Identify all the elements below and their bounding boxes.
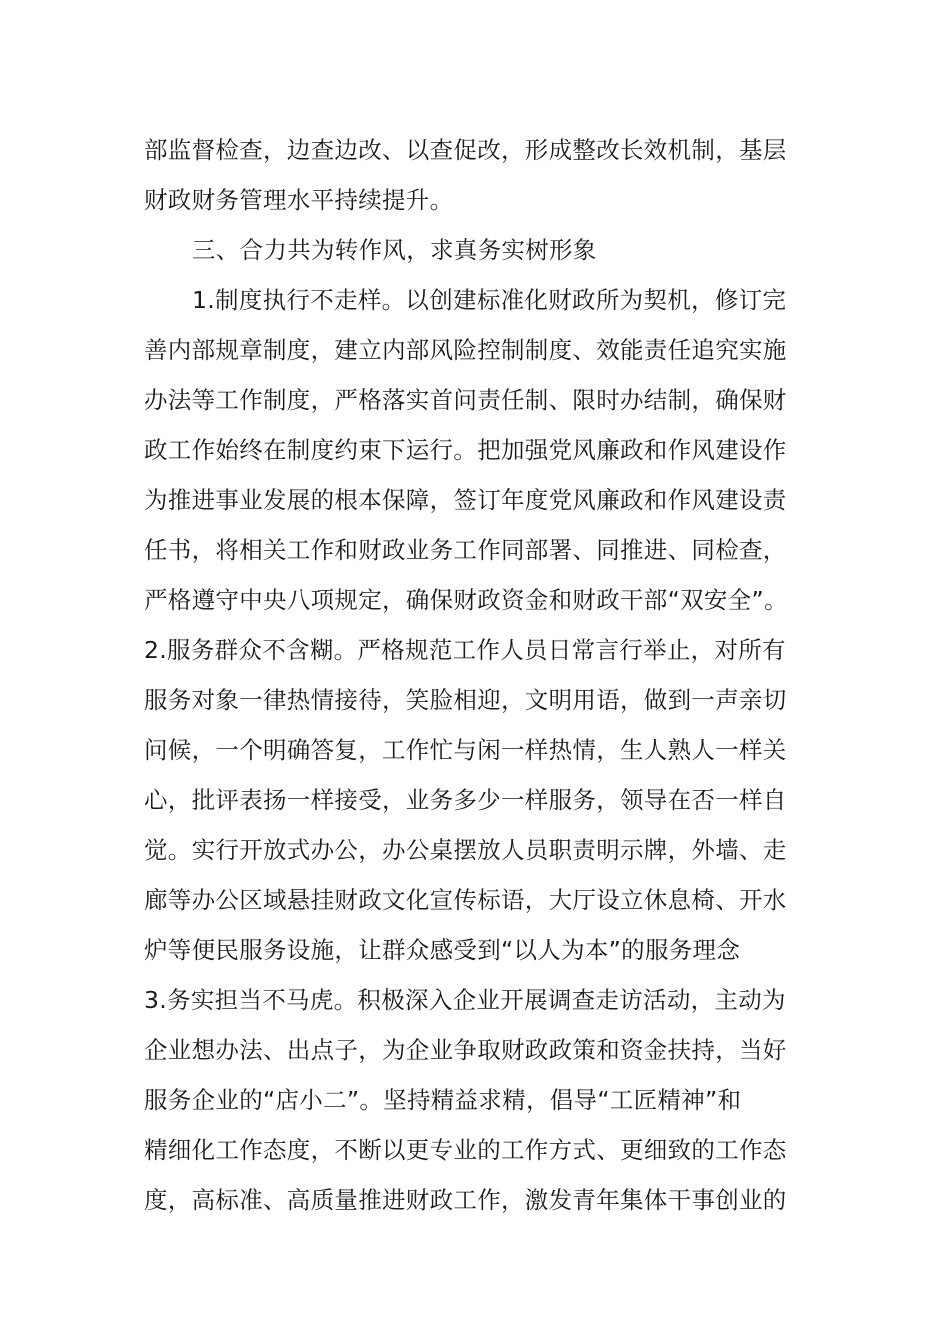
- text-line: 财政财务管理水平持续提升。: [144, 186, 454, 214]
- text-line: 炉等便民服务设施，让群众感受到“以人为本”的服务理念: [144, 936, 741, 964]
- text-line: 政工作始终在制度约束下运行。把加强党风廉政和作风建设作: [144, 436, 787, 464]
- section-heading: 三、合力共为转作风，求真务实树形象: [192, 236, 597, 264]
- text-line: 善内部规章制度，建立内部风险控制制度、效能责任追究实施: [144, 336, 787, 364]
- text-line: 部监督检查，边查边改、以查促改，形成整改长效机制，基层: [144, 136, 787, 164]
- text-line: 2.服务群众不含糊。严格规范工作人员日常言行举止，对所有: [144, 636, 786, 664]
- text-line: 度，高标准、高质量推进财政工作，激发青年集体干事创业的: [144, 1186, 787, 1214]
- text-line: 1.制度执行不走样。以创建标准化财政所为契机，修订完: [192, 286, 787, 314]
- text-line: 任书，将相关工作和财政业务工作同部署、同推进、同检查，: [144, 536, 787, 564]
- text-line: 觉。实行开放式办公，办公桌摆放人员职责明示牌，外墙、走: [144, 836, 787, 864]
- text-line: 精细化工作态度，不断以更专业的工作方式、更细致的工作态: [144, 1136, 787, 1164]
- text-line: 廊等办公区域悬挂财政文化宣传标语，大厅设立休息椅、开水: [144, 886, 787, 914]
- text-line: 企业想办法、出点子，为企业争取财政政策和资金扶持，当好: [144, 1036, 787, 1064]
- text-line: 严格遵守中央八项规定，确保财政资金和财政干部“双安全”。: [144, 586, 788, 614]
- text-line: 为推进事业发展的根本保障，签订年度党风廉政和作风建设责: [144, 486, 787, 514]
- text-line: 办法等工作制度，严格落实首问责任制、限时办结制，确保财: [144, 386, 787, 414]
- text-line: 服务企业的“店小二”。坚持精益求精，倡导“工匠精神”和: [144, 1086, 742, 1114]
- text-line: 3.务实担当不马虎。积极深入企业开展调查走访活动，主动为: [144, 986, 786, 1014]
- text-line: 心，批评表扬一样接受，业务多少一样服务，领导在否一样自: [144, 786, 787, 814]
- text-line: 服务对象一律热情接待，笑脸相迎，文明用语，做到一声亲切: [144, 686, 787, 714]
- text-line: 问候，一个明确答复，工作忙与闲一样热情，生人熟人一样关: [144, 736, 787, 764]
